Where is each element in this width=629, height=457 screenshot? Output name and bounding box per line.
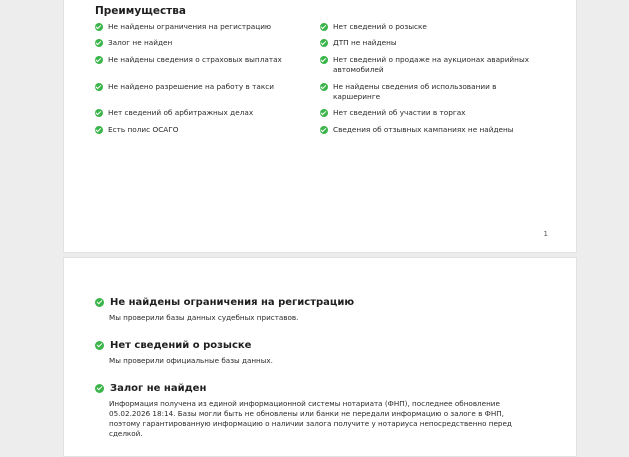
advantage-label: Не найдены ограничения на регистрацию <box>108 22 272 31</box>
advantage-label: Не найдено разрешение на работу в такси <box>108 82 274 91</box>
check-circle-icon <box>95 39 103 47</box>
advantage-label: Нет сведений об участии в торгах <box>333 108 466 117</box>
check-circle-icon <box>95 56 103 64</box>
report-page-1 <box>63 0 577 253</box>
check-circle-icon <box>95 109 103 117</box>
check-circle-icon <box>320 83 328 91</box>
advantage-label: Нет сведений о розыске <box>333 22 427 31</box>
advantage-label: Нет сведений об арбитражных делах <box>108 108 254 117</box>
section-header <box>95 340 535 351</box>
advantage-item <box>320 55 530 74</box>
check-circle-icon <box>95 126 103 134</box>
section-text: Мы проверили базы данных судебных приставов. <box>109 313 299 322</box>
advantage-item <box>95 55 315 65</box>
check-result-section <box>95 340 535 366</box>
section-header <box>95 297 535 308</box>
check-circle-icon <box>320 23 328 31</box>
section-text: Информация получена из единой информационной системы нотариата (ФНП), последнее обновление 05.02.2026 18:14. Базы могли быть не обновлены или банки не передали информацию о залоге в ФНП, поэтому гарантированную информацию о наличии залога получите у нотариуса непосредственно перед сделкой. <box>109 399 512 438</box>
section-text: Мы проверили официальные базы данных. <box>109 356 273 365</box>
check-circle-icon <box>95 384 104 393</box>
section-heading: Залог не найден <box>110 383 207 394</box>
check-circle-icon <box>95 23 103 31</box>
check-circle-icon <box>320 39 328 47</box>
check-result-section <box>95 383 535 439</box>
advantage-label: Сведения об отзывных кампаниях не найдены <box>333 125 514 134</box>
advantage-item <box>95 22 315 32</box>
advantage-label: Не найдены сведения о страховых выплатах <box>108 55 282 64</box>
advantage-item <box>320 82 500 101</box>
advantage-item <box>95 125 315 135</box>
check-circle-icon <box>320 109 328 117</box>
advantage-item <box>320 38 540 48</box>
check-circle-icon <box>95 83 103 91</box>
check-circle-icon <box>320 56 328 64</box>
advantage-label: Не найдены сведения об использовании в каршеринге <box>333 82 497 101</box>
check-circle-icon <box>95 341 104 350</box>
check-circle-icon <box>95 298 104 307</box>
page-number: 1 <box>543 230 548 238</box>
check-circle-icon <box>320 126 328 134</box>
advantages-title: Преимущества <box>95 5 186 17</box>
advantage-label: Есть полис ОСАГО <box>108 125 179 134</box>
check-result-section <box>95 297 535 323</box>
advantage-item <box>95 38 315 48</box>
advantage-item <box>320 125 540 135</box>
advantage-item <box>95 82 315 92</box>
section-heading: Не найдены ограничения на регистрацию <box>110 297 355 308</box>
section-heading: Нет сведений о розыске <box>110 340 252 351</box>
advantage-label: Нет сведений о продаже на аукционах аварийных автомобилей <box>333 55 530 74</box>
section-header <box>95 383 535 394</box>
report-page-2 <box>63 257 577 457</box>
advantage-label: Залог не найден <box>108 38 173 47</box>
advantage-item <box>320 108 540 118</box>
advantage-item <box>95 108 315 118</box>
advantage-item <box>320 22 540 32</box>
advantage-label: ДТП не найдены <box>333 38 397 47</box>
